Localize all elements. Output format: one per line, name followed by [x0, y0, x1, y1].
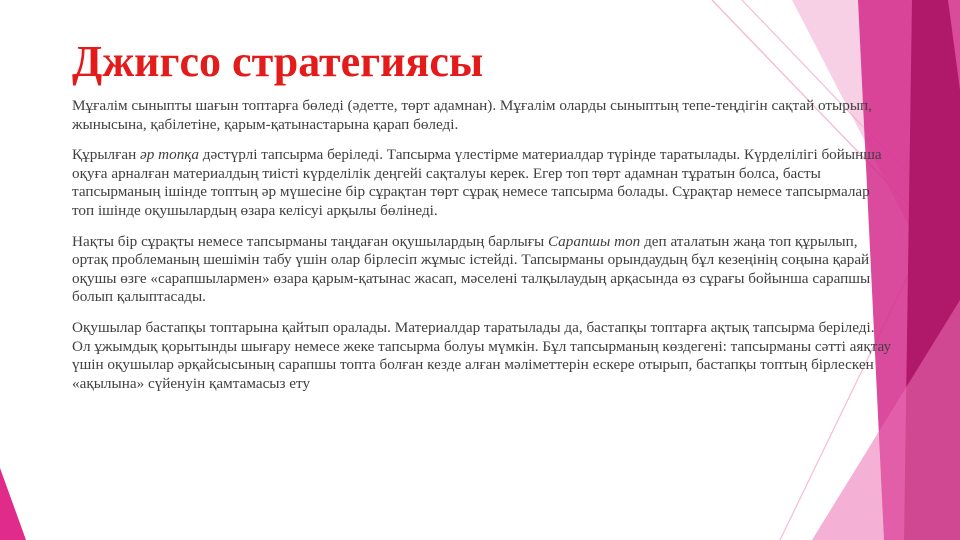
italic-term: әр топқа: [140, 146, 199, 164]
paragraph-text: Мұғалім сыныпты шағын топтарға бөледі (әдетте, төрт адамнан). Мұғалім оларды сыныптың тепе-теңдігін сақтай отырып, жынысына, қабілетіне, қарым-қатынастарына қарап бөледі.: [72, 97, 872, 133]
body-paragraph: [72, 97, 892, 134]
italic-term: Сарапшы топ: [547, 232, 641, 250]
decor-bottom-left-shape: [0, 468, 26, 540]
paragraph-text: деп аталатын жаңа топ құрылып, ортақ проблеманың шешімін табу үшін олар бірлесіп жұмыс істейді. Тапсырманы орындаудың бұл кезеңінің соңына қарай оқушы өзге «сарапшылармен» өзара қарым-қатынас жасап, мәселені талқылаудың арқасында өз сұрағы бойынша сарапшы болып қалыптасады.: [72, 232, 871, 306]
slide-title: Джигсо стратегиясы: [72, 37, 484, 86]
body-paragraph: [72, 319, 892, 393]
body-paragraph: [72, 233, 892, 307]
body-paragraph: [72, 146, 892, 220]
paragraph-text: Оқушылар бастапқы топтарына қайтып оралады. Материалдар таратылады да, бастапқы топтарға ақтық тапсырма беріледі. Ол ұжымдық қорытынды шығару немесе жеке тапсырма болуы мүмкін. Бұл тапсырманың көздегені: тапсырманы сәтті аяқтау үшін оқушылар әрқайсысының сарапшы топта болған кезде алған мәліметтерін ескере отырып, бастапқы топтың бірлескен «ақылына» сүйенуін қамтамасыз ету: [72, 318, 892, 392]
slide-body: [72, 97, 892, 405]
paragraph-text: дәстүрлі тапсырма беріледі. Тапсырма үлестірме материалдар түрінде таратылады. Күрделілігі бойынша оқуға арналған материалдың тиісті күрделілік деңгейі сақталуы керек. Егер топ төрт адамнан тұратын болса, басты тапсырманың ішінде топтың әр мүшесіне бір сұрақтан төрт сұрақ немесе тапсырма болады. Сұрақтар немесе тапсырмалар топ ішінде оқушылардың өзара келісуі арқылы бөлінеді.: [72, 146, 882, 219]
paragraph-text: Құрылған: [72, 146, 140, 164]
paragraph-text: Нақты бір сұрақты немесе тапсырманы таңдаған оқушылардың барлығы: [72, 232, 548, 250]
